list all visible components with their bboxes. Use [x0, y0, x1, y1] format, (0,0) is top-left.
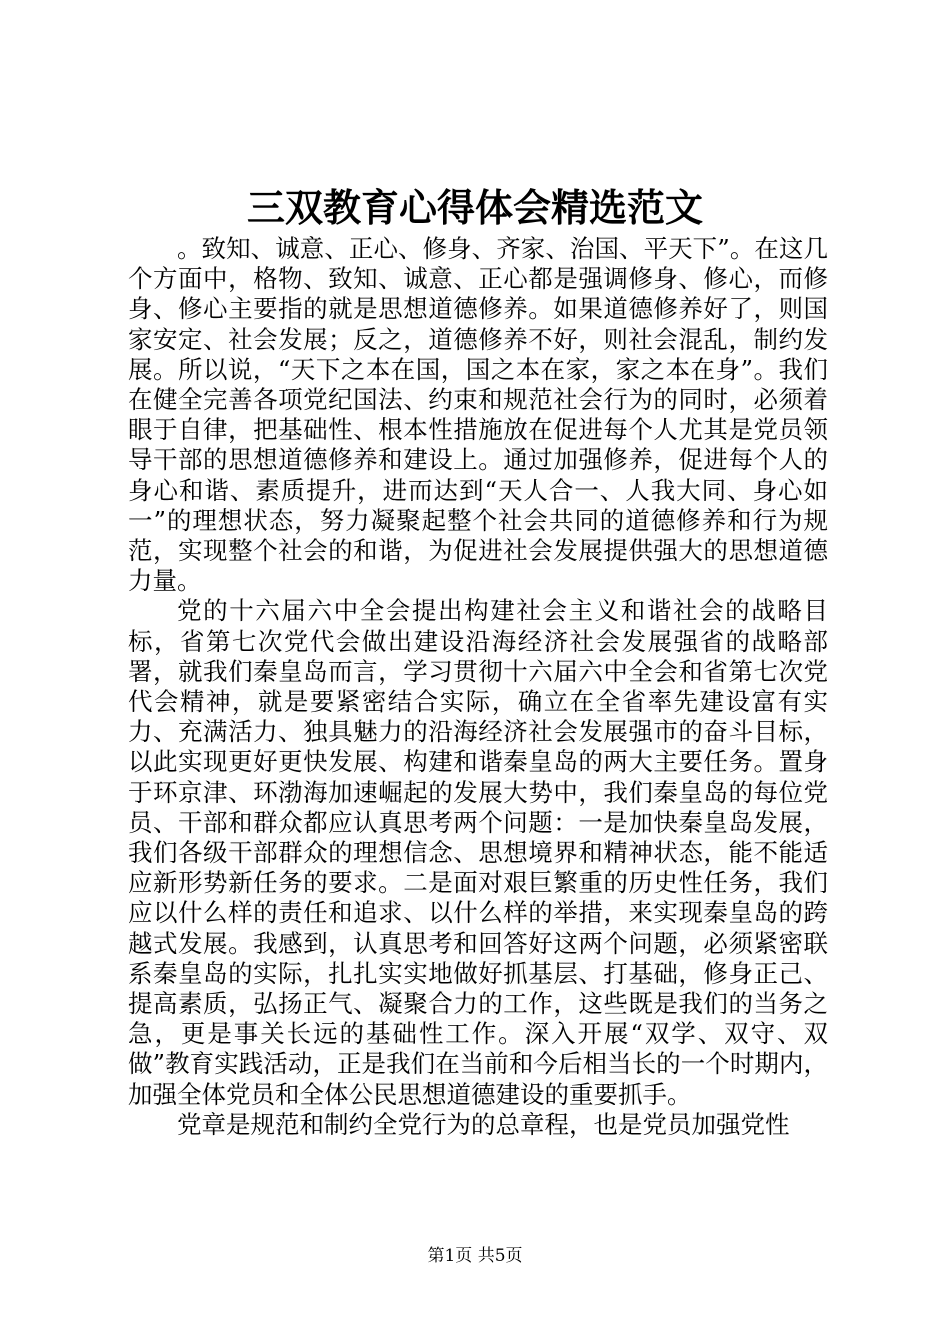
- page-footer: 第1页 共5页: [427, 1246, 523, 1266]
- document-body: [128, 234, 828, 1140]
- paragraph-3: 党章是规范和制约全党行为的总章程，也是党员加强党性: [177, 1109, 790, 1139]
- document-title: 三双教育心得体会精选范文: [246, 186, 703, 230]
- paragraph-2: 党的十六届六中全会提出构建社会主义和谐社会的战略目标，省第七次党代会做出建设沿海经济社会发展强省的战略部署，就我们秦皇岛而言，学习贯彻十六届六中全会和省第七次党代会精神，就是要紧密结合实际，确立在全省率先建设富有实力、充满活力、独具魅力的沿海经济社会发展强市的奋斗目标，以此实现更好更快发展、构建和谐秦皇岛的两大主要任务。置身于环京津、环渤海加速崛起的发展大势中，我们秦皇岛的每位党员、干部和群众都应认真思考两个问题：一是加快秦皇岛发展，我们各级干部群众的理想信念、思想境界和精神状态，能不能适应新形势新任务的要求。二是面对艰巨繁重的历史性任务，我们应以什么样的责任和追求、以什么样的举措，来实现秦皇岛的跨越式发展。我感到，认真思考和回答好这两个问题，必须紧密联系秦皇岛的实际，扎扎实实地做好抓基层、打基础，修身正己、提高素质，弘扬正气、凝聚合力的工作，这些既是我们的当务之急，更是事关长远的基础性工作。深入开展“双学、双守、双做”教育实践活动，正是我们在当前和今后相当长的一个时期内，加强全体党员和全体公民思想道德建设的重要抓手。: [128, 596, 828, 1109]
- paragraph-1: 。致知、诚意、正心、修身、齐家、治国、平天下”。在这几个方面中，格物、致知、诚意、正心都是强调修身、修心，而修身、修心主要指的就是思想道德修养。如果道德修养好了，则国家安定、社会发展；反之，道德修养不好，则社会混乱，制约发展。所以说，“天下之本在国，国之本在家，家之本在身”。我们在健全完善各项党纪国法、约束和规范社会行为的同时，必须着眼于自律，把基础性、根本性措施放在促进每个人尤其是党员领导干部的思想道德修养和建设上。通过加强修养，促进每个人的身心和谐、素质提升，进而达到“天人合一、人我大同、身心如一”的理想状态，努力凝聚起整个社会共同的道德修养和行为规范，实现整个社会的和谐，为促进社会发展提供强大的思想道德力量。: [128, 234, 828, 596]
